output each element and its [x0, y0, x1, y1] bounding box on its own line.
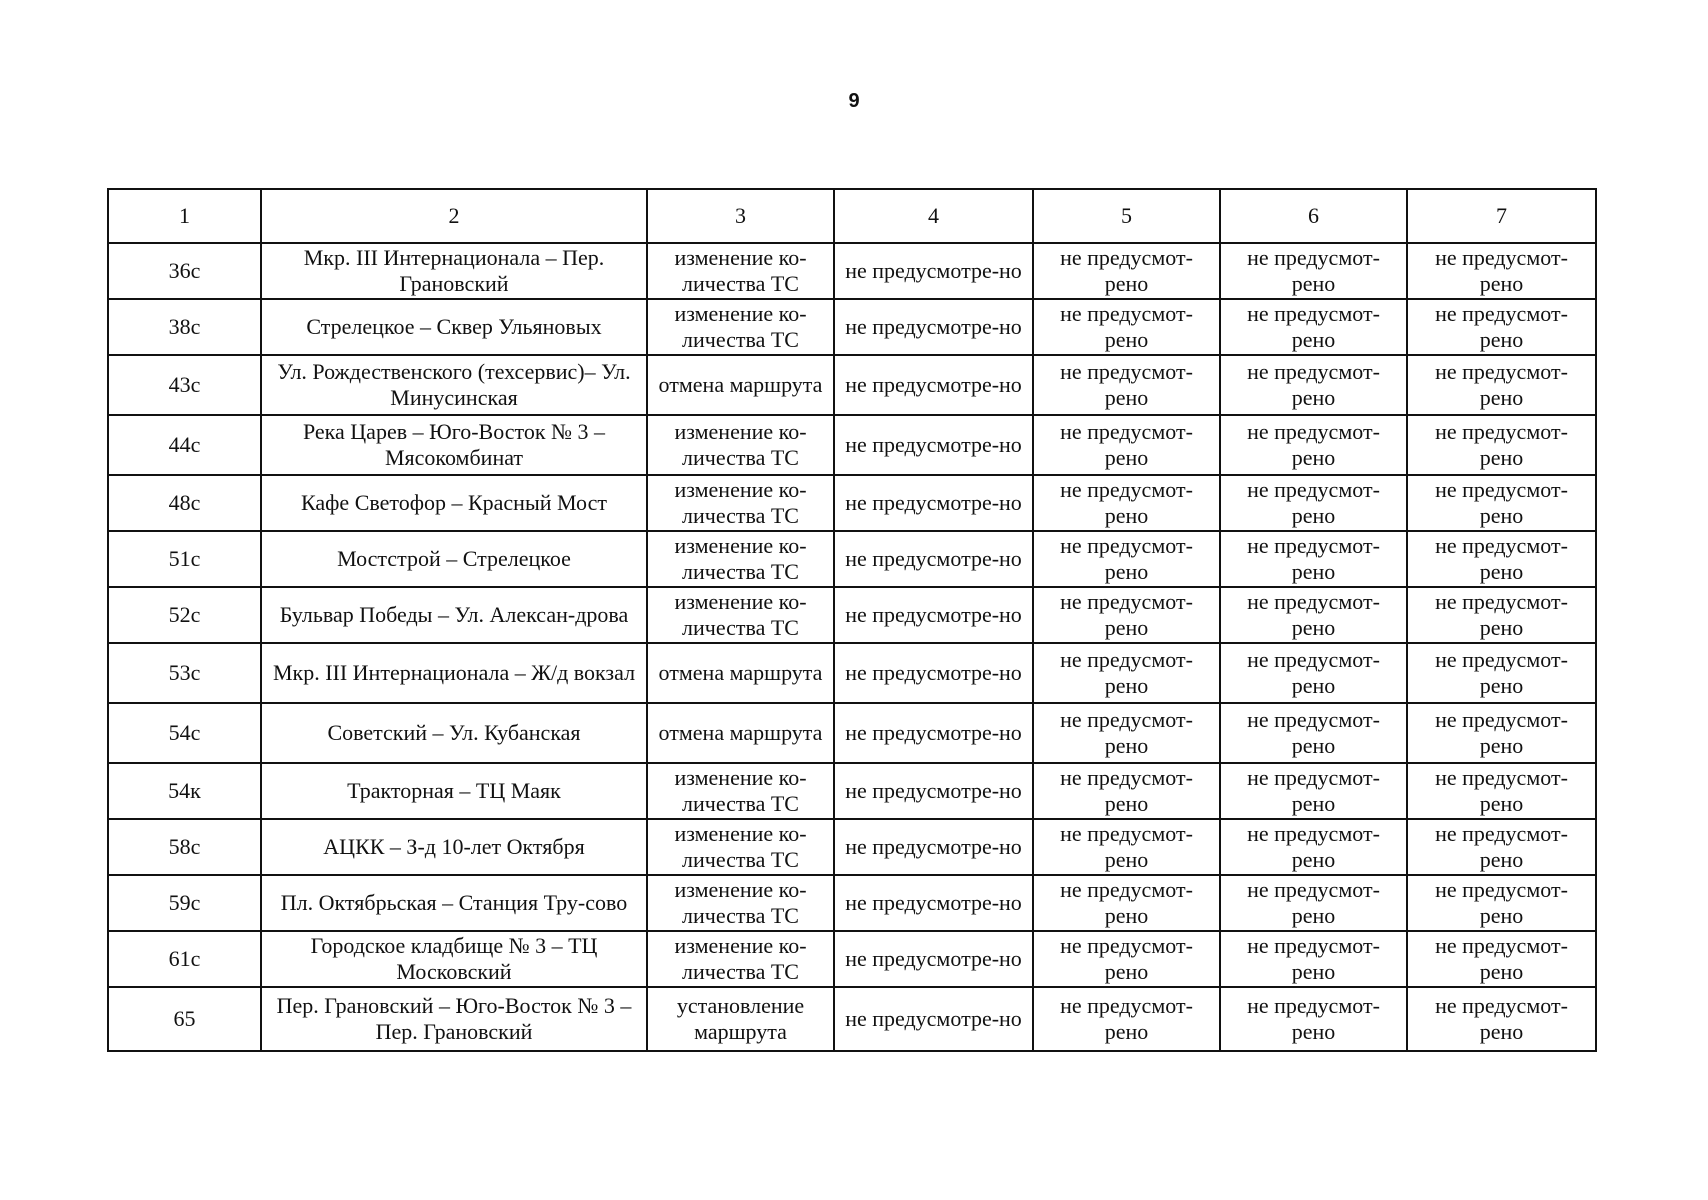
column-6-cell: не предусмот-рено [1220, 243, 1407, 299]
route-number-cell: 54с [108, 703, 261, 763]
column-6-cell: не предусмот-рено [1220, 987, 1407, 1051]
route-number-cell: 51с [108, 531, 261, 587]
column-6-cell: не предусмот-рено [1220, 587, 1407, 643]
column-5-cell: не предусмот-рено [1033, 355, 1220, 415]
header-cell-6: 6 [1220, 189, 1407, 243]
route-number-cell: 54к [108, 763, 261, 819]
table-row [108, 243, 1596, 299]
route-number-cell: 48с [108, 475, 261, 531]
planned-action-cell: отмена маршрута [647, 643, 834, 703]
planned-action-cell: изменение ко-личества ТС [647, 819, 834, 875]
route-number-cell: 53с [108, 643, 261, 703]
route-number-cell: 44с [108, 415, 261, 475]
planned-action-cell: изменение ко-личества ТС [647, 763, 834, 819]
column-7-cell: не предусмот-рено [1407, 475, 1596, 531]
page-number: 9 [848, 90, 860, 112]
route-name-cell: Тракторная – ТЦ Маяк [261, 763, 647, 819]
route-number-cell: 36с [108, 243, 261, 299]
column-5-cell: не предусмот-рено [1033, 931, 1220, 987]
planned-action-cell: отмена маршрута [647, 703, 834, 763]
header-cell-4: 4 [834, 189, 1033, 243]
table-row [108, 299, 1596, 355]
table-row [108, 987, 1596, 1051]
route-name-cell: Мкр. III Интернационала – Пер. Грановский [261, 243, 647, 299]
table-row [108, 475, 1596, 531]
column-6-cell: не предусмот-рено [1220, 531, 1407, 587]
planned-action-cell: изменение ко-личества ТС [647, 299, 834, 355]
column-4-cell: не предусмотре-но [834, 931, 1033, 987]
column-4-cell: не предусмотре-но [834, 703, 1033, 763]
route-name-cell: Пл. Октябрьская – Станция Тру-сово [261, 875, 647, 931]
column-4-cell: не предусмотре-но [834, 819, 1033, 875]
column-4-cell: не предусмотре-но [834, 243, 1033, 299]
column-7-cell: не предусмот-рено [1407, 299, 1596, 355]
route-number-cell: 65 [108, 987, 261, 1051]
column-7-cell: не предусмот-рено [1407, 415, 1596, 475]
column-5-cell: не предусмот-рено [1033, 643, 1220, 703]
column-5-cell: не предусмот-рено [1033, 819, 1220, 875]
header-cell-1: 1 [108, 189, 261, 243]
route-name-cell: Кафе Светофор – Красный Мост [261, 475, 647, 531]
planned-action-cell: изменение ко-личества ТС [647, 475, 834, 531]
column-5-cell: не предусмот-рено [1033, 475, 1220, 531]
route-name-cell: Ул. Рождественского (техсервис)– Ул. Минусинская [261, 355, 647, 415]
planned-action-cell: установление маршрута [647, 987, 834, 1051]
planned-action-cell: изменение ко-личества ТС [647, 587, 834, 643]
column-5-cell: не предусмот-рено [1033, 243, 1220, 299]
column-6-cell: не предусмот-рено [1220, 475, 1407, 531]
column-4-cell: не предусмотре-но [834, 299, 1033, 355]
column-4-cell: не предусмотре-но [834, 875, 1033, 931]
column-4-cell: не предусмотре-но [834, 587, 1033, 643]
route-number-cell: 38с [108, 299, 261, 355]
header-cell-7: 7 [1407, 189, 1596, 243]
column-7-cell: не предусмот-рено [1407, 531, 1596, 587]
column-6-cell: не предусмот-рено [1220, 819, 1407, 875]
column-6-cell: не предусмот-рено [1220, 299, 1407, 355]
table-row [108, 931, 1596, 987]
column-5-cell: не предусмот-рено [1033, 987, 1220, 1051]
planned-action-cell: изменение ко-личества ТС [647, 243, 834, 299]
route-name-cell: Мостстрой – Стрелецкое [261, 531, 647, 587]
planned-action-cell: изменение ко-личества ТС [647, 531, 834, 587]
routes-table [107, 188, 1597, 1052]
column-6-cell: не предусмот-рено [1220, 703, 1407, 763]
column-7-cell: не предусмот-рено [1407, 703, 1596, 763]
column-4-cell: не предусмотре-но [834, 643, 1033, 703]
route-number-cell: 52с [108, 587, 261, 643]
column-7-cell: не предусмот-рено [1407, 931, 1596, 987]
column-7-cell: не предусмот-рено [1407, 987, 1596, 1051]
table-row [108, 587, 1596, 643]
column-5-cell: не предусмот-рено [1033, 875, 1220, 931]
column-5-cell: не предусмот-рено [1033, 703, 1220, 763]
column-4-cell: не предусмотре-но [834, 763, 1033, 819]
table-row [108, 643, 1596, 703]
column-6-cell: не предусмот-рено [1220, 931, 1407, 987]
column-5-cell: не предусмот-рено [1033, 299, 1220, 355]
table-row [108, 819, 1596, 875]
column-5-cell: не предусмот-рено [1033, 587, 1220, 643]
column-6-cell: не предусмот-рено [1220, 415, 1407, 475]
planned-action-cell: изменение ко-личества ТС [647, 931, 834, 987]
column-5-cell: не предусмот-рено [1033, 531, 1220, 587]
routes-table-body [108, 189, 1596, 1051]
column-6-cell: не предусмот-рено [1220, 643, 1407, 703]
column-7-cell: не предусмот-рено [1407, 763, 1596, 819]
column-4-cell: не предусмотре-но [834, 415, 1033, 475]
column-4-cell: не предусмотре-но [834, 355, 1033, 415]
table-row [108, 415, 1596, 475]
column-5-cell: не предусмот-рено [1033, 763, 1220, 819]
header-cell-2: 2 [261, 189, 647, 243]
column-7-cell: не предусмот-рено [1407, 587, 1596, 643]
route-name-cell: Советский – Ул. Кубанская [261, 703, 647, 763]
column-6-cell: не предусмот-рено [1220, 763, 1407, 819]
column-4-cell: не предусмотре-но [834, 531, 1033, 587]
table-row [108, 763, 1596, 819]
table-row [108, 703, 1596, 763]
column-7-cell: не предусмот-рено [1407, 643, 1596, 703]
column-6-cell: не предусмот-рено [1220, 355, 1407, 415]
route-name-cell: Пер. Грановский – Юго-Восток № 3 – Пер. Грановский [261, 987, 647, 1051]
column-7-cell: не предусмот-рено [1407, 875, 1596, 931]
planned-action-cell: изменение ко-личества ТС [647, 415, 834, 475]
column-7-cell: не предусмот-рено [1407, 819, 1596, 875]
table-row [108, 875, 1596, 931]
planned-action-cell: отмена маршрута [647, 355, 834, 415]
column-4-cell: не предусмотре-но [834, 475, 1033, 531]
column-7-cell: не предусмот-рено [1407, 243, 1596, 299]
header-cell-5: 5 [1033, 189, 1220, 243]
route-number-cell: 43с [108, 355, 261, 415]
route-number-cell: 61с [108, 931, 261, 987]
route-name-cell: Бульвар Победы – Ул. Алексан-дрова [261, 587, 647, 643]
column-7-cell: не предусмот-рено [1407, 355, 1596, 415]
column-4-cell: не предусмотре-но [834, 987, 1033, 1051]
column-5-cell: не предусмот-рено [1033, 415, 1220, 475]
route-number-cell: 58с [108, 819, 261, 875]
route-name-cell: Мкр. III Интернационала – Ж/д вокзал [261, 643, 647, 703]
route-number-cell: 59с [108, 875, 261, 931]
route-name-cell: Река Царев – Юго-Восток № 3 – Мясокомбинат [261, 415, 647, 475]
route-name-cell: Городское кладбище № 3 – ТЦ Московский [261, 931, 647, 987]
header-cell-3: 3 [647, 189, 834, 243]
route-name-cell: Стрелецкое – Сквер Ульяновых [261, 299, 647, 355]
table-row [108, 531, 1596, 587]
table-row [108, 355, 1596, 415]
column-6-cell: не предусмот-рено [1220, 875, 1407, 931]
route-name-cell: АЦКК – З-д 10-лет Октября [261, 819, 647, 875]
table-header-row [108, 189, 1596, 243]
planned-action-cell: изменение ко-личества ТС [647, 875, 834, 931]
